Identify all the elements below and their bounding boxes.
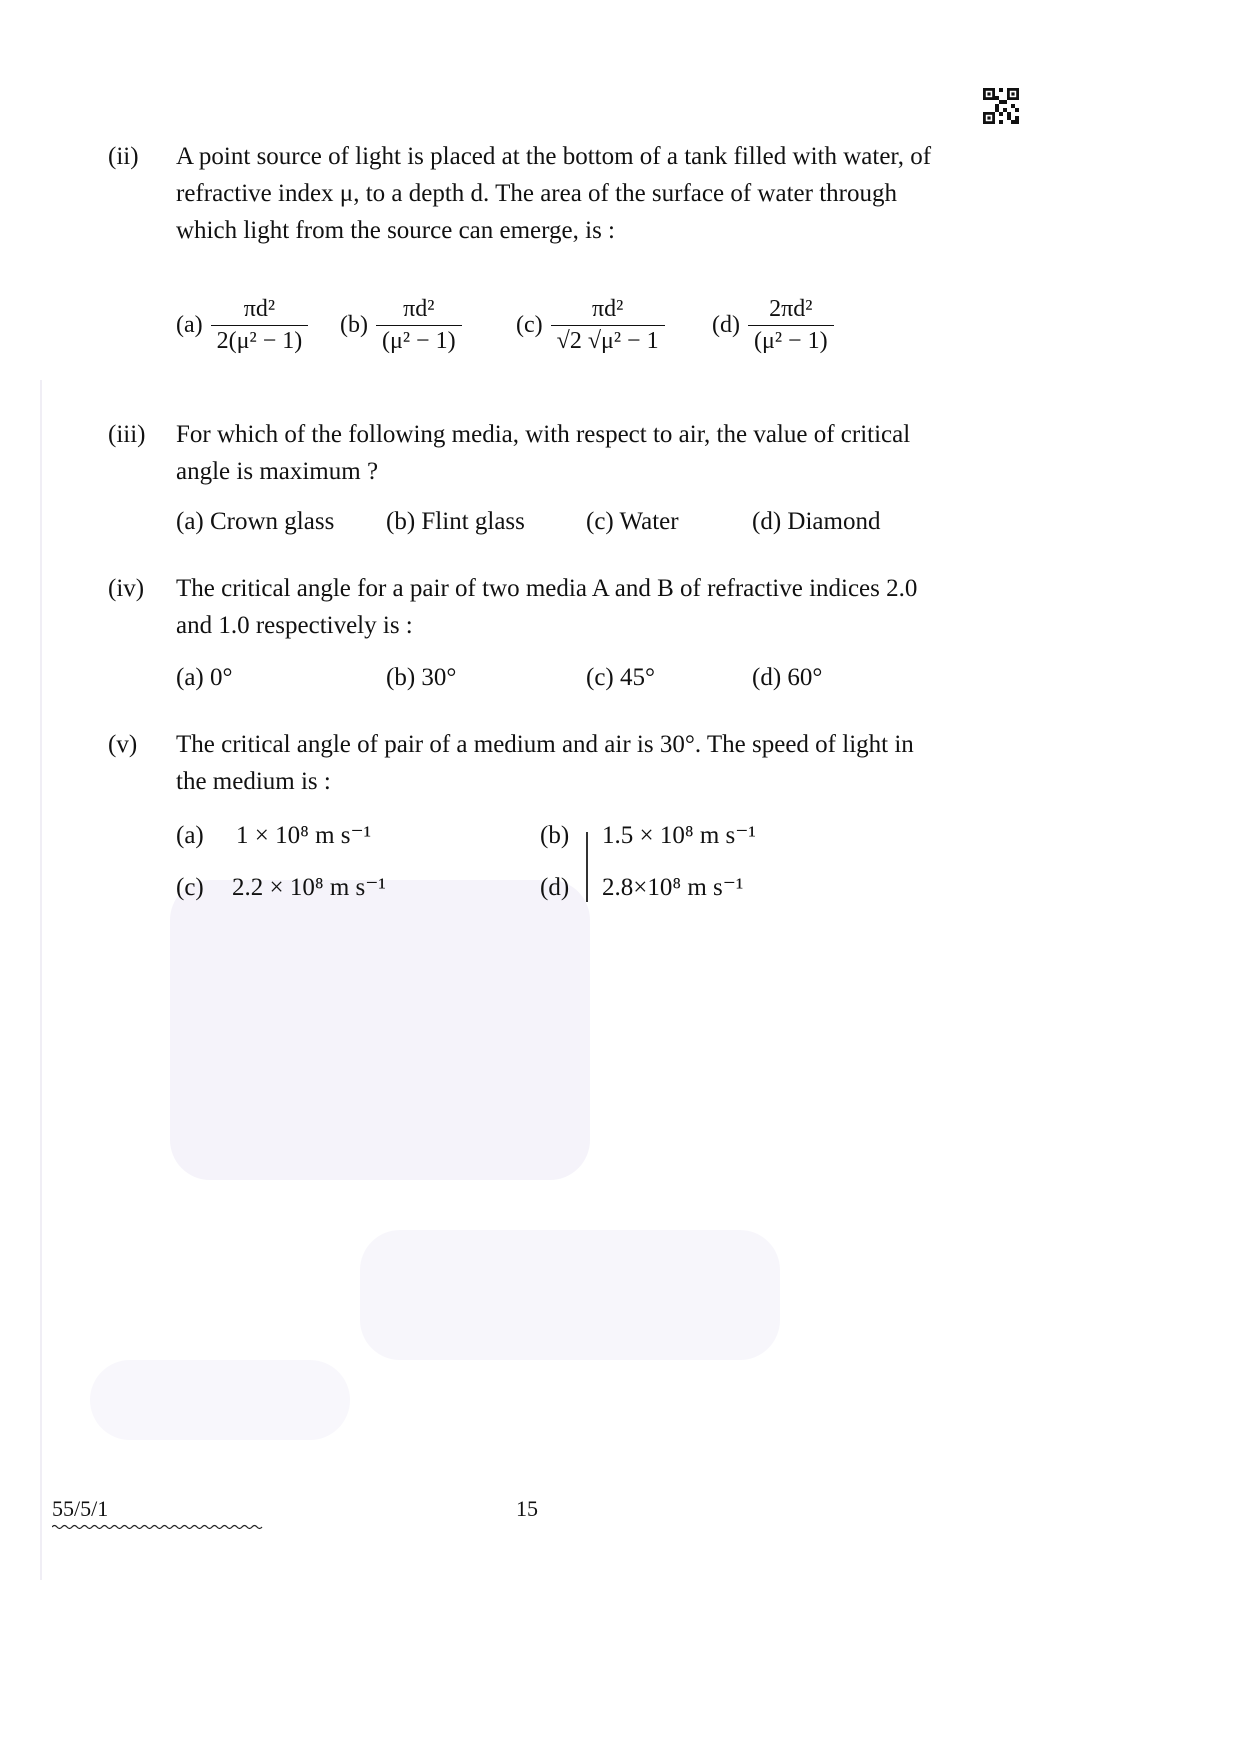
column-divider	[586, 832, 588, 902]
question-number: (iv)	[108, 575, 145, 602]
option-label: (b)	[340, 312, 368, 338]
option-d-value: 2.8×10⁸ m s⁻¹	[602, 874, 744, 901]
option-a: (a) 0°	[176, 664, 233, 691]
page-number: 15	[516, 1496, 538, 1521]
fraction	[551, 296, 665, 355]
option-d-label: (d)	[540, 874, 570, 901]
option-a: (a) Crown glass	[176, 508, 335, 535]
option-label: (c)	[516, 312, 543, 338]
option-c-value: 2.2 × 10⁸ m s⁻¹	[232, 874, 386, 901]
option-b: (b) Flint glass	[386, 508, 525, 535]
option-d: (d) 60°	[752, 664, 823, 691]
wavy-underline	[52, 1524, 264, 1530]
scan-shadow	[360, 1230, 780, 1360]
option-d: (d) Diamond	[752, 508, 881, 535]
scan-shadow	[170, 880, 590, 1180]
option-d	[712, 296, 834, 355]
option-c: (c) 45°	[586, 664, 655, 691]
option-a	[176, 296, 308, 355]
numerator: 2πd²	[769, 296, 813, 322]
option-a-value: 1 × 10⁸ m s⁻¹	[236, 822, 372, 849]
fraction	[211, 296, 309, 355]
fraction	[376, 296, 462, 355]
option-c	[516, 296, 665, 355]
option-c: (c) Water	[586, 508, 679, 535]
option-b-value: 1.5 × 10⁸ m s⁻¹	[602, 822, 756, 849]
option-c-label: (c)	[176, 874, 204, 901]
numerator: πd²	[403, 296, 435, 322]
paper-code: 55/5/1	[52, 1496, 109, 1521]
option-a-label: (a)	[176, 822, 204, 849]
question-text: The critical angle for a pair of two media A and B of refractive indices 2.0 and 1.0 respectively is :	[176, 575, 918, 639]
denominator: √2 √μ² − 1	[551, 325, 665, 355]
question-number: (v)	[108, 731, 138, 758]
option-b-label: (b)	[540, 822, 570, 849]
option-b: (b) 30°	[386, 664, 457, 691]
denominator: (μ² − 1)	[748, 325, 834, 355]
option-label: (d)	[712, 312, 740, 338]
question-number: (ii)	[108, 143, 139, 170]
option-label: (a)	[176, 312, 203, 338]
question-text: The critical angle of pair of a medium and air is 30°. The speed of light in the medium is :	[176, 731, 914, 795]
denominator: 2(μ² − 1)	[211, 325, 309, 355]
numerator: πd²	[243, 296, 276, 322]
numerator: πd²	[591, 296, 624, 322]
question-text: For which of the following media, with respect to air, the value of critical angle is maximum ?	[176, 421, 911, 485]
fraction	[748, 296, 834, 355]
scan-edge	[40, 380, 42, 1580]
option-b	[340, 296, 462, 355]
question-number: (iii)	[108, 421, 146, 448]
denominator: (μ² − 1)	[376, 325, 462, 355]
scan-shadow	[90, 1360, 350, 1440]
qr-code-icon	[983, 88, 1019, 124]
question-text: A point source of light is placed at the bottom of a tank filled with water, of refractive index μ, to a depth d. The area of the surface of water through which light from the source can emerge, is :	[176, 143, 932, 244]
